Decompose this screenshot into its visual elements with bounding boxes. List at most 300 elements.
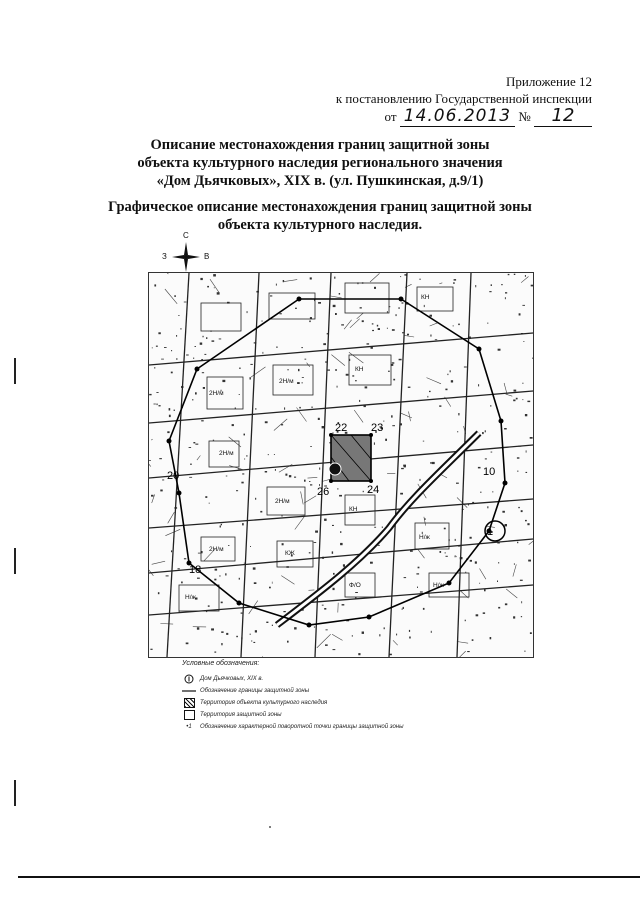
map-noise-speck: [310, 446, 312, 447]
map-noise-speck: [396, 314, 397, 316]
map-noise-speck: [521, 601, 522, 603]
building-label: 2Н/м: [209, 546, 224, 553]
map-noise-speck: [400, 493, 403, 495]
legend-label: Обозначение характерной поворотной точки границы защитной зоны: [200, 724, 404, 730]
map-noise-speck: [455, 556, 456, 558]
building-label: Н/ж: [419, 534, 430, 541]
map-noise-speck: [166, 575, 169, 576]
map-noise-speck: [239, 368, 241, 369]
map-noise-speck: [200, 278, 202, 280]
map-noise-line: [283, 280, 297, 282]
title-line-1: Описание местонахождения границ защитной зоны: [150, 137, 490, 153]
map-noise-speck: [505, 603, 507, 605]
compass-east: В: [204, 252, 210, 261]
legend-label: Территория объекта культурного наследия: [200, 700, 328, 706]
map-noise-speck: [176, 358, 177, 360]
map-noise-speck: [265, 471, 267, 473]
map-noise-speck: [385, 439, 387, 441]
map-noise-speck: [221, 643, 222, 645]
map-noise-speck: [197, 627, 199, 629]
map-noise-speck: [453, 326, 454, 327]
map-noise-line: [457, 642, 468, 644]
map-noise-speck: [372, 330, 374, 331]
map-noise-speck: [528, 560, 531, 562]
map-noise-speck: [169, 408, 171, 410]
map-noise-speck: [220, 526, 221, 528]
map-noise-line: [430, 323, 438, 326]
cadastral-map: [148, 272, 534, 658]
map-noise-speck: [402, 302, 404, 303]
hatched-square-icon: [182, 698, 196, 708]
map-noise-speck: [409, 637, 411, 639]
map-noise-speck: [287, 641, 289, 643]
point-label: 10: [483, 466, 496, 478]
map-noise-speck: [505, 297, 506, 299]
map-noise-speck: [186, 643, 189, 645]
map-noise-speck: [453, 282, 455, 283]
map-noise-speck: [409, 630, 410, 632]
map-noise-speck: [527, 523, 529, 525]
map-noise-speck: [186, 355, 189, 356]
map-noise-speck: [312, 407, 313, 409]
map-noise-speck: [244, 434, 246, 436]
map-noise-speck: [418, 567, 420, 569]
map-noise-speck: [478, 384, 479, 386]
map-noise-speck: [363, 491, 364, 492]
map-noise-speck: [370, 562, 373, 564]
map-noise-line: [521, 277, 528, 283]
map-noise-speck: [472, 639, 474, 641]
map-noise-line: [427, 378, 442, 384]
map-noise-speck: [190, 464, 192, 465]
map-noise-speck: [226, 633, 228, 635]
map-noise-speck: [294, 477, 296, 478]
map-noise-speck: [158, 332, 160, 334]
map-noise-speck: [337, 488, 338, 489]
map-noise-speck: [262, 657, 263, 658]
map-noise-speck: [467, 651, 470, 652]
map-noise-speck: [457, 431, 458, 432]
map-noise-speck: [324, 519, 327, 521]
map-noise-speck: [274, 454, 275, 455]
map-noise-speck: [203, 387, 205, 389]
map-noise-speck: [532, 358, 533, 360]
map-noise-line: [354, 410, 363, 422]
map-noise-speck: [205, 496, 207, 498]
map-noise-speck: [297, 382, 300, 384]
map-drawing: [149, 273, 533, 657]
map-noise-speck: [501, 284, 503, 285]
map-noise-speck: [420, 479, 421, 481]
map-noise-speck: [149, 394, 151, 395]
map-noise-speck: [374, 442, 375, 444]
map-noise-speck: [525, 520, 527, 521]
compass-west: З: [162, 252, 167, 261]
building-label: КН: [349, 506, 358, 513]
map-noise-speck: [298, 369, 300, 371]
map-noise-speck: [276, 346, 277, 348]
map-noise-speck: [250, 634, 251, 635]
date-handwritten: 14.06.2013: [400, 106, 515, 127]
map-noise-line: [197, 456, 201, 461]
map-noise-speck: [164, 347, 167, 348]
map-noise-speck: [485, 430, 486, 432]
map-noise-speck: [482, 432, 484, 434]
map-noise-speck: [260, 511, 262, 513]
map-noise-speck: [282, 543, 284, 545]
map-noise-speck: [382, 527, 383, 528]
map-noise-speck: [526, 472, 528, 473]
map-noise-speck: [207, 286, 209, 288]
map-noise-speck: [420, 279, 421, 280]
map-noise-line: [424, 517, 426, 526]
map-noise-line: [331, 355, 345, 366]
point-label: 24: [367, 484, 380, 496]
map-noise-speck: [492, 491, 493, 492]
map-noise-speck: [221, 524, 222, 526]
number-handwritten: 12: [534, 105, 592, 127]
map-noise-speck: [212, 340, 215, 341]
map-noise-speck: [309, 321, 310, 323]
map-noise-speck: [332, 525, 334, 526]
map-noise-speck: [522, 305, 525, 306]
map-noise-speck: [522, 399, 523, 400]
map-noise-line: [251, 367, 266, 377]
map-noise-speck: [236, 636, 238, 637]
map-noise-speck: [444, 528, 446, 530]
map-noise-speck: [518, 507, 520, 508]
map-noise-speck: [236, 490, 238, 491]
map-noise-speck: [154, 284, 156, 286]
map-noise-speck: [392, 362, 395, 363]
map-noise-speck: [401, 468, 404, 469]
map-noise-speck: [508, 274, 510, 275]
map-noise-speck: [325, 361, 326, 363]
map-noise-speck: [159, 405, 161, 406]
map-noise-speck: [253, 567, 256, 569]
subtitle-line-1: Графическое описание местонахождения границ защитной зоны: [108, 199, 532, 215]
point-label: 22: [335, 422, 348, 434]
map-noise-speck: [355, 592, 358, 593]
map-noise-speck: [275, 469, 276, 471]
legend-label: Территория защитной зоны: [200, 712, 282, 718]
map-noise-speck: [514, 274, 516, 275]
map-noise-speck: [435, 339, 437, 340]
legend-item: [182, 709, 482, 721]
map-noise-speck: [410, 550, 413, 551]
map-noise-speck: [221, 602, 223, 604]
map-noise-speck: [522, 383, 523, 384]
map-noise-speck: [180, 328, 181, 329]
map-noise-line: [229, 466, 242, 470]
map-noise-speck: [423, 608, 425, 610]
map-noise-speck: [525, 414, 527, 416]
map-noise-speck: [505, 524, 508, 526]
map-noise-speck: [377, 325, 378, 327]
map-noise-line: [301, 491, 304, 504]
map-noise-speck: [451, 380, 453, 382]
map-noise-speck: [339, 495, 342, 497]
map-noise-speck: [387, 311, 388, 312]
map-noise-speck: [226, 476, 228, 477]
map-noise-speck: [333, 573, 335, 575]
map-noise-speck: [255, 630, 257, 632]
map-noise-line: [281, 576, 294, 585]
map-noise-speck: [378, 328, 380, 330]
map-noise-speck: [516, 398, 518, 400]
map-noise-speck: [193, 442, 195, 443]
scan-speck: [269, 826, 271, 828]
map-noise-speck: [374, 527, 376, 528]
map-noise-speck: [161, 359, 164, 360]
map-noise-line: [308, 477, 318, 478]
circle-marker-icon: [182, 674, 196, 684]
map-noise-speck: [502, 511, 505, 513]
map-noise-speck: [514, 563, 515, 564]
map-noise-speck: [195, 346, 197, 347]
map-noise-speck: [241, 482, 243, 484]
map-noise-speck: [352, 635, 353, 636]
map-noise-speck: [189, 477, 192, 478]
map-noise-speck: [517, 471, 518, 472]
map-noise-speck: [272, 625, 273, 626]
building-label: Н/ж: [185, 594, 196, 601]
map-noise-speck: [151, 495, 154, 497]
point-label: 18: [189, 564, 202, 576]
map-noise-speck: [335, 313, 337, 315]
map-noise-speck: [498, 607, 500, 609]
map-noise-speck: [360, 307, 362, 308]
map-noise-speck: [270, 295, 272, 296]
map-noise-speck: [525, 275, 526, 277]
map-noise-line: [317, 634, 331, 648]
point-label: 1: [487, 526, 494, 538]
document-subtitle: [0, 198, 640, 234]
map-noise-speck: [152, 347, 153, 348]
map-noise-line: [513, 564, 516, 576]
map-noise-speck: [365, 386, 368, 388]
map-noise-speck: [324, 608, 326, 610]
map-noise-speck: [181, 582, 183, 584]
map-noise-speck: [287, 369, 288, 370]
map-noise-line: [439, 283, 442, 284]
map-noise-speck: [384, 627, 385, 629]
boundary-line-icon: [182, 689, 196, 693]
map-noise-line: [168, 512, 175, 523]
point-label: 26: [317, 486, 330, 498]
map-noise-speck: [387, 328, 388, 329]
heritage-house-marker-icon: [329, 463, 341, 475]
map-noise-speck: [470, 560, 472, 562]
map-noise-speck: [214, 287, 215, 288]
date-number-line: [384, 105, 592, 127]
map-noise-speck: [169, 415, 171, 417]
map-noise-speck: [201, 359, 203, 360]
map-noise-speck: [531, 285, 533, 287]
building-label: 2Н/м: [209, 390, 224, 397]
map-noise-speck: [174, 410, 175, 411]
map-noise-speck: [456, 483, 459, 484]
map-noise-speck: [211, 628, 214, 630]
map-noise-line: [274, 419, 287, 431]
map-noise-speck: [178, 568, 180, 569]
building-label: 2Н/м: [275, 498, 290, 505]
map-noise-speck: [429, 391, 431, 392]
map-noise-speck: [305, 359, 307, 360]
map-noise-speck: [158, 592, 160, 594]
map-noise-speck: [430, 462, 431, 464]
map-noise-speck: [193, 358, 194, 359]
map-noise-line: [149, 564, 153, 576]
map-noise-speck: [402, 609, 403, 610]
map-noise-speck: [398, 308, 400, 309]
map-noise-speck: [228, 545, 229, 546]
map-noise-speck: [154, 404, 156, 405]
map-noise-speck: [171, 550, 172, 552]
map-noise-speck: [283, 611, 285, 612]
map-noise-speck: [167, 431, 169, 433]
map-noise-speck: [446, 556, 448, 557]
map-noise-speck: [450, 370, 451, 372]
point-label: 20: [167, 470, 180, 482]
map-noise-speck: [420, 591, 423, 592]
building-label: КН: [355, 366, 364, 373]
map-noise-speck: [203, 336, 204, 338]
map-noise-speck: [359, 400, 360, 402]
scan-edge-mark: [14, 780, 16, 806]
map-noise-speck: [318, 418, 320, 420]
map-noise-speck: [520, 580, 523, 581]
map-noise-speck: [189, 447, 192, 448]
map-noise-line: [404, 335, 414, 337]
building-label: 2Н/м: [279, 378, 294, 385]
legend-label: Обозначение границы защитной зоны: [200, 688, 310, 694]
map-noise-speck: [342, 604, 345, 605]
map-noise-speck: [225, 573, 226, 575]
map-noise-line: [152, 561, 165, 564]
map-noise-speck: [285, 474, 287, 476]
map-noise-speck: [400, 276, 401, 277]
map-noise-speck: [490, 405, 491, 406]
map-noise-speck: [372, 323, 374, 324]
legend-heading: Условные обозначения:: [182, 660, 260, 667]
building-label: 2Н/м: [219, 450, 234, 457]
map-noise-speck: [295, 308, 297, 309]
map-noise-speck: [184, 302, 187, 303]
map-noise-speck: [513, 400, 515, 402]
map-noise-line: [480, 569, 486, 580]
map-noise-speck: [206, 337, 207, 339]
map-noise-speck: [464, 367, 467, 368]
map-noise-speck: [505, 292, 507, 293]
map-noise-speck: [454, 279, 457, 281]
map-noise-speck: [220, 575, 221, 577]
map-noise-speck: [352, 375, 354, 376]
map-noise-speck: [195, 392, 197, 394]
map-noise-speck: [310, 484, 312, 485]
map-noise-speck: [333, 305, 336, 307]
map-noise-line: [418, 549, 425, 558]
building-label: КН: [421, 294, 430, 301]
map-noise-line: [157, 273, 168, 274]
map-noise-speck: [392, 425, 395, 426]
map-noise-speck: [490, 637, 492, 639]
map-noise-speck: [322, 426, 325, 428]
map-noise-speck: [314, 627, 315, 628]
map-noise-line: [370, 273, 380, 282]
map-noise-speck: [396, 634, 397, 636]
map-noise-speck: [367, 343, 370, 344]
map-noise-speck: [304, 480, 306, 482]
map-noise-speck: [263, 352, 264, 354]
map-noise-speck: [478, 467, 481, 469]
map-noise-speck: [391, 415, 393, 417]
map-noise-speck: [404, 274, 406, 275]
map-noise-speck: [302, 377, 304, 378]
map-noise-speck: [340, 543, 343, 545]
map-noise-speck: [487, 323, 488, 324]
subtitle-line-2: объекта культурного наследия.: [217, 217, 423, 233]
map-noise-speck: [423, 441, 424, 442]
document-title: [0, 136, 640, 190]
map-noise-speck: [497, 581, 498, 583]
map-noise-speck: [244, 459, 245, 460]
map-noise-speck: [262, 321, 263, 322]
map-noise-speck: [383, 421, 384, 422]
map-noise-speck: [244, 563, 245, 564]
map-noise-speck: [302, 382, 303, 384]
compass-north: С: [183, 231, 189, 240]
map-noise-speck: [154, 367, 155, 368]
map-noise-speck: [239, 578, 240, 580]
map-noise-line: [401, 413, 412, 418]
map-noise-speck: [476, 614, 479, 616]
map-noise-speck: [440, 551, 442, 553]
map-noise-speck: [197, 578, 200, 579]
map-noise-speck: [255, 408, 257, 409]
map-noise-speck: [219, 339, 222, 340]
map-noise-speck: [309, 481, 310, 482]
map-noise-speck: [209, 503, 210, 504]
map-noise-speck: [333, 588, 335, 590]
map-noise-speck: [408, 387, 411, 388]
map-noise-speck: [214, 579, 216, 581]
map-noise-speck: [458, 324, 460, 326]
map-noise-speck: [253, 642, 255, 643]
map-noise-speck: [340, 531, 341, 533]
map-noise-speck: [334, 277, 335, 279]
map-noise-speck: [204, 354, 206, 355]
map-noise-line: [151, 439, 152, 440]
map-noise-speck: [214, 652, 216, 653]
map-noise-speck: [265, 421, 268, 423]
map-noise-speck: [247, 311, 248, 313]
title-line-3: «Дом Дьячковых», XIX в. (ул. Пушкинская, д.9/1): [156, 173, 484, 189]
map-noise-speck: [504, 428, 507, 430]
map-noise-speck: [251, 640, 252, 641]
map-noise-speck: [242, 473, 244, 474]
map-noise-speck: [201, 420, 204, 421]
map-noise-speck: [530, 632, 532, 634]
map-noise-speck: [328, 370, 331, 371]
map-noise-speck: [184, 558, 186, 559]
map-noise-speck: [514, 390, 517, 392]
map-noise-speck: [392, 329, 395, 331]
map-noise-speck: [470, 537, 472, 539]
point-label: 23: [371, 422, 384, 434]
map-noise-speck: [276, 284, 277, 286]
map-noise-speck: [388, 371, 390, 372]
